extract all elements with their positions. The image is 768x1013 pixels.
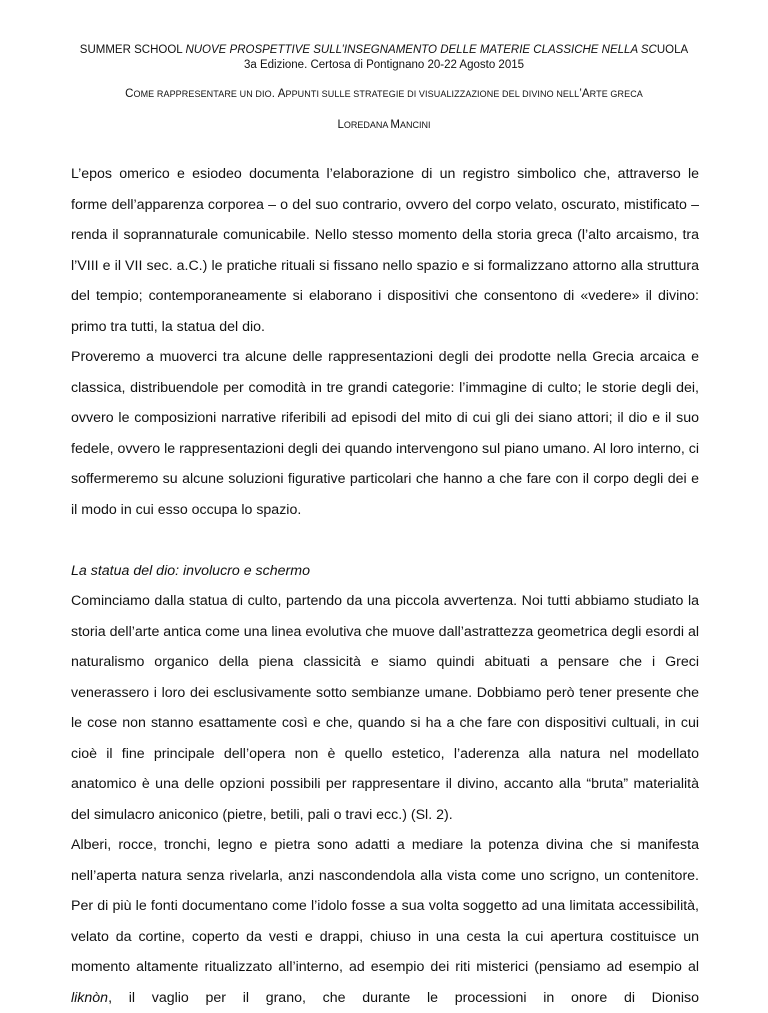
paragraph-4: Alberi, rocce, tronchi, legno e pietra sono adatti a mediare la potenza divina che si manifesta nell’aperta natura senza rivelarla, anzi nascondendola alla vista come uno scrigno, un contenitore. Per di più le fonti documentano come l’idolo fosse a sua volta soggetto ad una limitata accessibilità, velato da cortine, coperto da vesti e drappi, chiuso in una cesta la cui apertura costituisce un momento altamente ritualizzato all’interno, ad esempio dei riti misterici (pensiamo ad esempio al liknòn, il vaglio per il grano, che durante le processioni in onore di Dioniso [71, 837, 699, 1006]
header-suffix: UOLA [656, 44, 689, 56]
header-line-2: 3a Edizione. Certosa di Pontignano 20-22 Agosto 2015 [243, 59, 525, 71]
paragraph-2: Proveremo a muoverci tra alcune delle rappresentazioni degli dei prodotte nella Grecia arcaica e classica, distribuendole per comodità in tre grandi categorie: l’immagine di culto; le storie degli dei, ovvero le composizioni narrative riferibili ad episodi del mito di cui gli dei siano attori; il dio e il suo fedele, ovvero le rappresentazioni degli dei quando intervengono sul piano umano. Al loro interno, ci soffermeremo su alcune soluzioni figurative particolari che hanno a che fare con il corpo degli dei e il modo in cui esso occupa lo spazio. [71, 349, 699, 518]
paragraph-1: L’epos omerico e esiodeo documenta l’elaborazione di un registro simbolico che, attraverso le forme dell’apparenza corporea – o del suo contrario, ovvero del corpo velato, oscurato, mistificato – renda il soprannaturale comunicabile. Nello stesso momento della storia greca (l’alto arcaismo, tra l’VIII e il VII sec. a.C.) le pratiche rituali si fissano nello spazio e si formalizzano attorno alla struttura del tempio; contemporaneamente si elaborano i dispositivi che consentono di «vedere» il divino: primo tra tutti, la statua del dio. [71, 166, 699, 335]
document-title: COME RAPPRESENTARE UN DIO. APPUNTI SULLE STRATEGIE DI VISUALIZZAZIONE DEL DIVINO NELL’ARTE GRECA [125, 88, 643, 100]
header-line-1 [0, 42, 768, 58]
header-italic-title: NUOVE PROSPETTIVE SULL’INSEGNAMENTO DELLE MATERIE CLASSICHE NELLA SC [185, 44, 657, 56]
section-heading: La statua del dio: involucro e schermo [71, 562, 310, 579]
italic-term: liknòn [71, 989, 109, 1006]
paragraph-3: Cominciamo dalla statua di culto, partendo da una piccola avvertenza. Noi tutti abbiamo studiato la storia dell’arte antica come una linea evolutiva che muove dall’astrattezza geometrica degli esordi al naturalismo organico della piena classicità e siamo quindi abituati a pensare che i Greci venerassero i loro dei esclusivamente sotto sembianze umane. Dobbiamo però tener presente che le cose non stanno esattamente così e che, quando si ha a che fare con dispositivi cultuali, in cui cioè il fine principale dell’opera non è quello estetico, l’aderenza alla natura nel modellato anatomico è una delle opzioni possibili per rappresentare il divino, accanto alla “bruta” materialità del simulacro aniconico (pietre, betili, pali o travi ecc.) (Sl. 2). [71, 593, 699, 823]
header-prefix: SUMMER SCHOOL [79, 44, 186, 56]
author-name: LOREDANA MANCINI [337, 119, 431, 131]
document-body [71, 159, 699, 1013]
